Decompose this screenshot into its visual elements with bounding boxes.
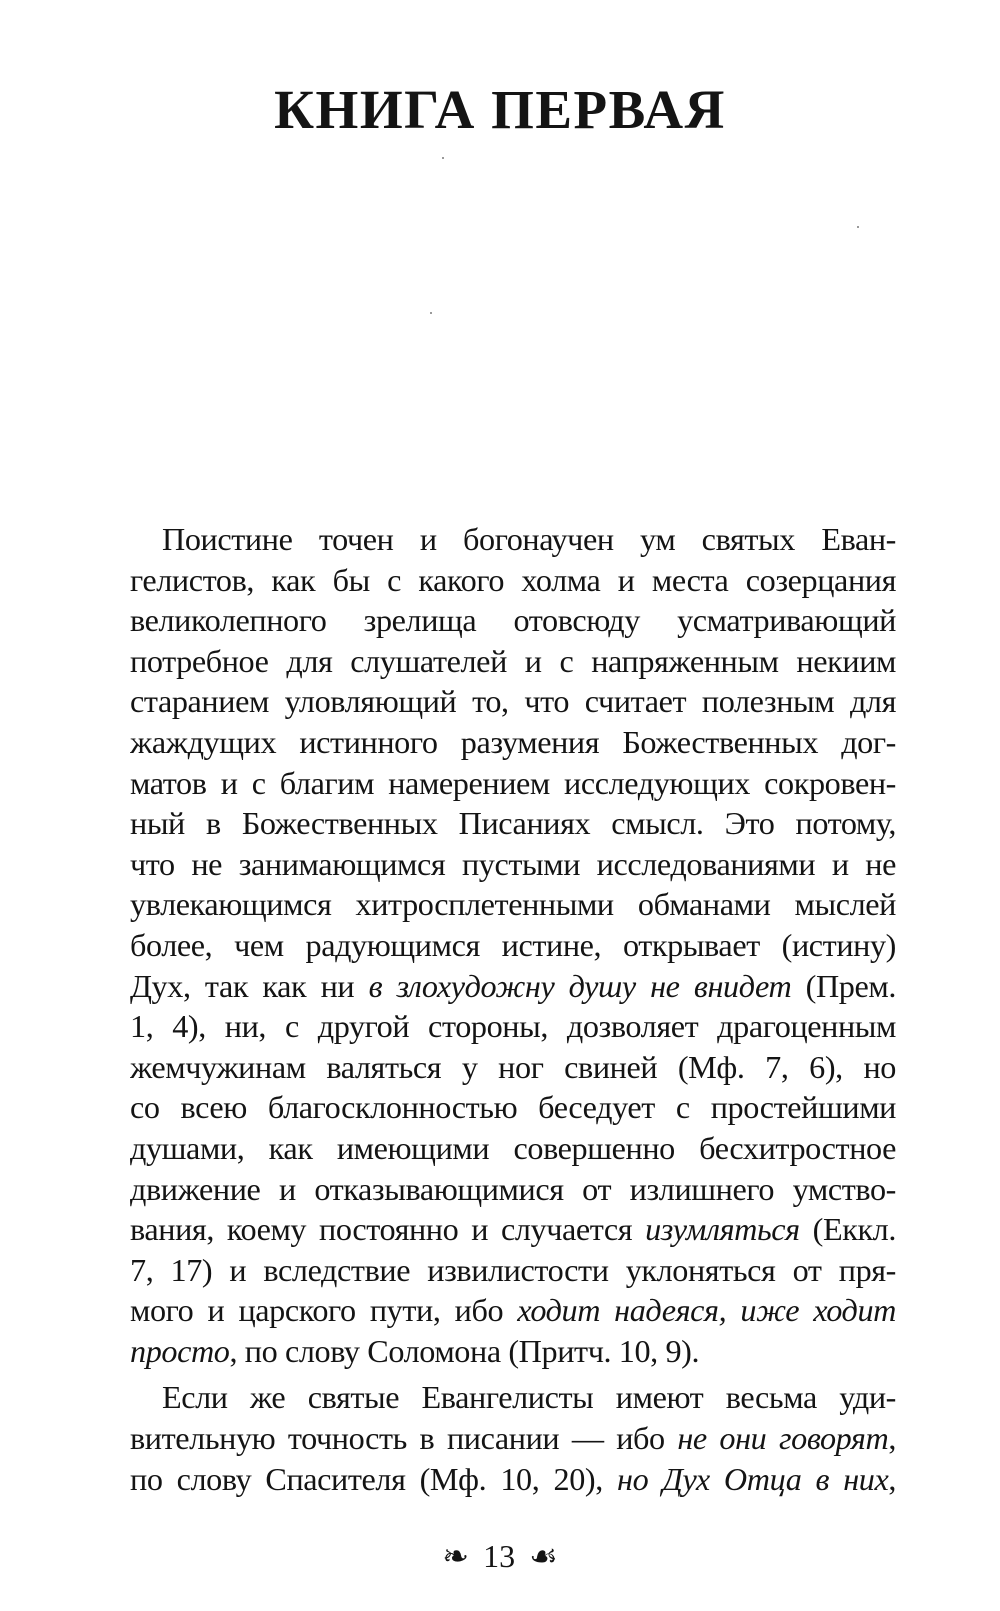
print-speck <box>430 312 432 314</box>
text-segment: Дух, так как ни <box>130 967 369 1004</box>
text-segment: со всею благосклонностью беседует с простейшими <box>130 1089 896 1126</box>
body-text <box>130 519 896 1499</box>
italic-quote: ходит надеяся, иже ходит <box>517 1292 896 1329</box>
text-line <box>130 1047 896 1088</box>
text-segment: , <box>888 1460 896 1497</box>
text-segment: вительную точность в писании — ибо <box>130 1420 678 1457</box>
text-segment: движение и отказывающимися от излишнего умство- <box>130 1170 896 1207</box>
text-line <box>130 925 896 966</box>
ornament-left-icon: ❧ <box>442 1537 470 1574</box>
text-line <box>130 1250 896 1291</box>
italic-quote: не они говорят <box>677 1420 889 1457</box>
print-speck <box>857 226 859 228</box>
text-segment: жаждущих истинного разумения Божественных дог- <box>130 723 896 760</box>
text-segment: великолепного зрелища отовсюду усматривающий <box>130 602 896 639</box>
text-segment: увлекающимся хитросплетенными обманами мыслей <box>130 886 896 923</box>
text-segment: 1, 4), ни, с другой стороны, дозволяет драгоценным <box>130 1008 896 1045</box>
text-segment: по слову Спасителя (Мф. 10, 20), <box>130 1460 617 1497</box>
text-segment: Если же святые Евангелисты имеют весьма уди- <box>162 1379 896 1416</box>
text-segment: старанием уловляющий то, что считает полезным для <box>130 683 896 720</box>
text-segment: более, чем радующимся истине, открывает (истину) <box>130 926 896 963</box>
text-segment: (Еккл. <box>799 1211 896 1248</box>
text-segment: (Прем. <box>791 967 896 1004</box>
text-line <box>130 1169 896 1210</box>
text-segment: , по слову Соломона (Притч. 10, 9). <box>229 1332 700 1369</box>
text-line <box>130 722 896 763</box>
page-folio <box>0 1536 1000 1572</box>
text-line <box>130 1209 896 1250</box>
print-speck <box>442 157 444 159</box>
text-segment: Поистине точен и богонаучен ум святых Еван- <box>162 521 896 557</box>
text-segment: гелистов, как бы с какого холма и места созерцания <box>130 561 896 598</box>
chapter-title: КНИГА ПЕРВАЯ <box>274 79 726 140</box>
text-line <box>130 1418 896 1459</box>
text-line <box>130 1377 896 1418</box>
italic-quote: просто <box>130 1332 230 1369</box>
text-segment: жемчужинам валяться у ног свиней (Мф. 7, 6), но <box>130 1048 896 1085</box>
text-line <box>130 1290 896 1331</box>
text-line <box>130 844 896 885</box>
italic-quote: но Дух Отца в них <box>617 1460 889 1497</box>
text-segment: душами, как имеющими совершенно бесхитростное <box>130 1129 896 1166</box>
text-line <box>130 681 896 722</box>
text-segment: матов и с благим намерением исследующих сокровен- <box>130 764 896 801</box>
text-line <box>130 763 896 804</box>
text-line <box>130 803 896 844</box>
text-segment: 7, 17) и вследствие извилистости уклоняться от пря- <box>130 1251 896 1288</box>
text-segment: потребное для слушателей и с напряженным некиим <box>130 642 896 679</box>
text-segment: мого и царского пути, ибо <box>130 1292 518 1329</box>
italic-quote: изумляться <box>645 1211 800 1248</box>
italic-quote: в злохудожну душу не внидет <box>368 967 792 1004</box>
text-line <box>130 1128 896 1169</box>
text-line <box>130 641 896 682</box>
page-number: 13 <box>483 1537 516 1574</box>
text-line <box>130 966 896 1007</box>
text-line <box>130 1006 896 1047</box>
text-line <box>130 884 896 925</box>
ornament-right-icon: ☙ <box>529 1537 558 1574</box>
text-line <box>130 560 896 601</box>
text-line <box>130 1331 896 1372</box>
text-line <box>130 1087 896 1128</box>
text-segment: что не занимающимся пустыми исследованиями и не <box>130 845 896 882</box>
text-segment: ный в Божественных Писаниях смысл. Это потому, <box>130 805 896 842</box>
text-segment: , <box>888 1420 896 1457</box>
text-line <box>130 600 896 641</box>
text-segment: вания, коему постоянно и случается <box>130 1211 646 1248</box>
text-line <box>130 519 896 560</box>
text-line <box>130 1459 896 1500</box>
